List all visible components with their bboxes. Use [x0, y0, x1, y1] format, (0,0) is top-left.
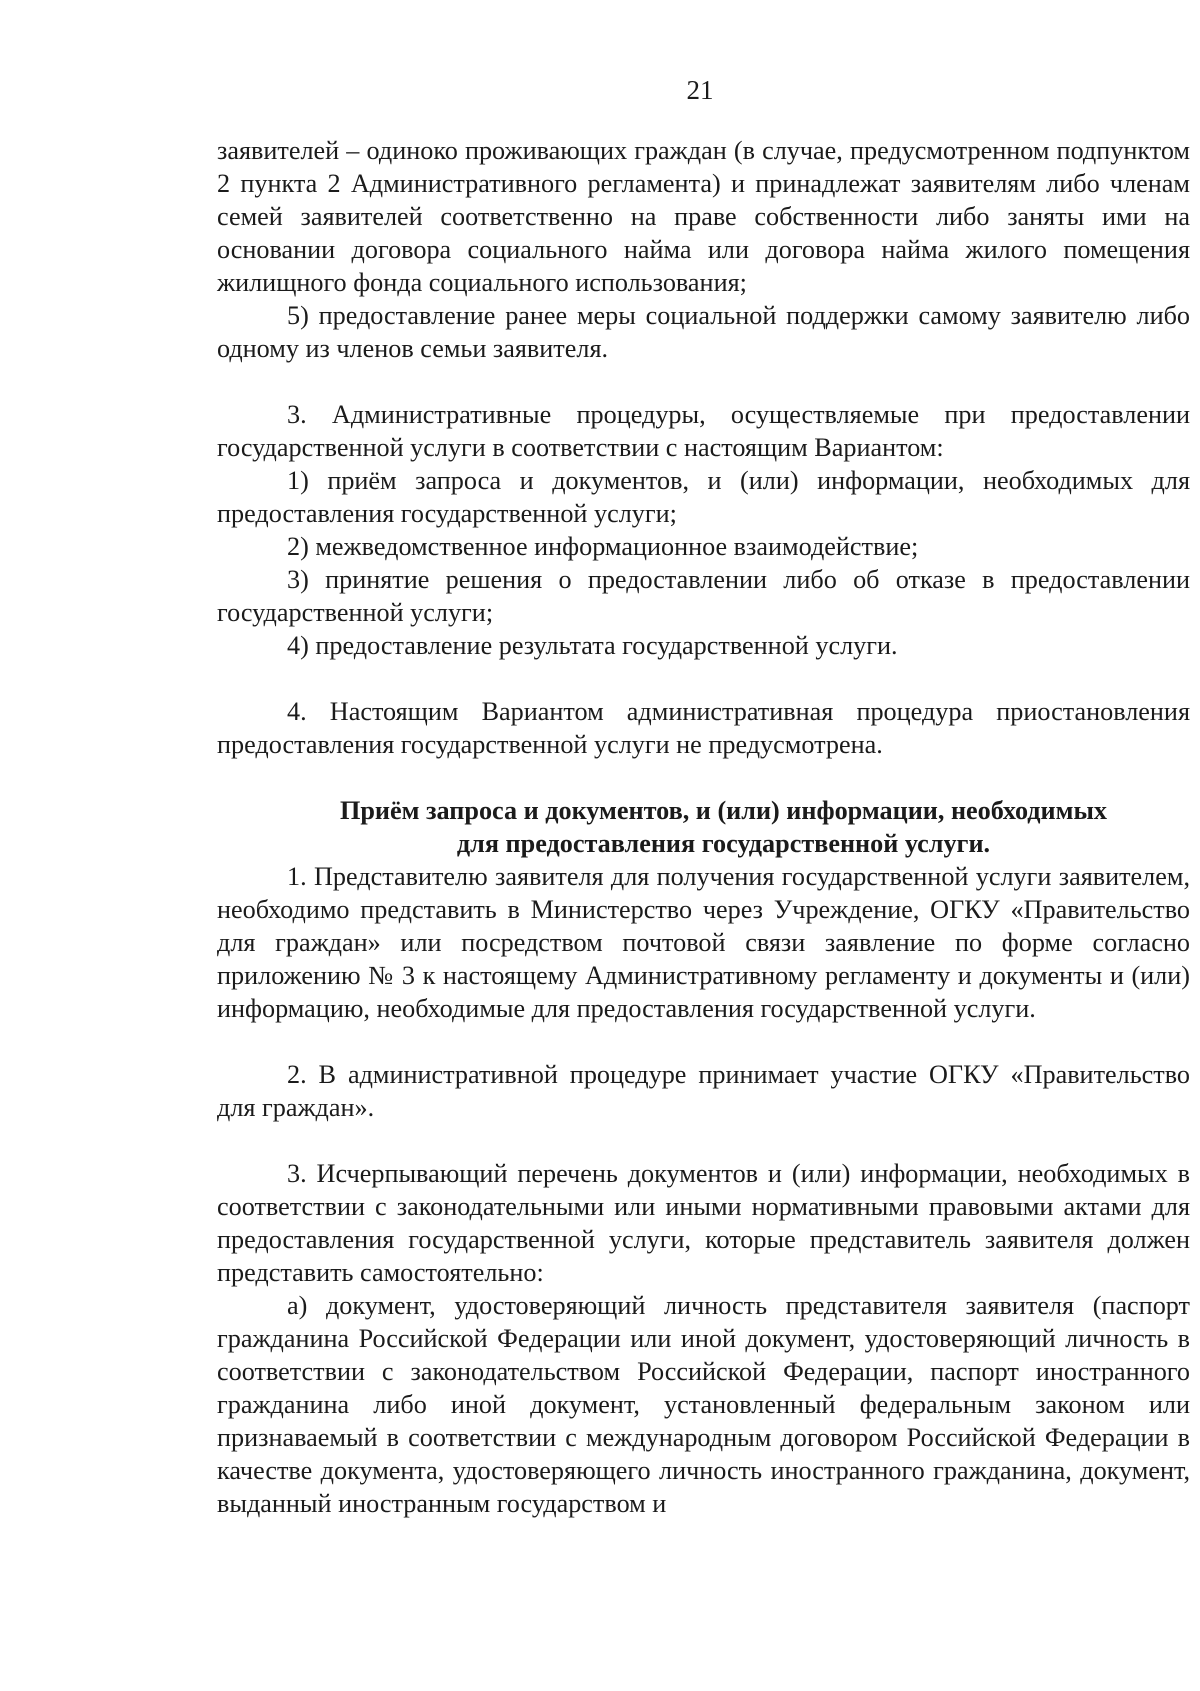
section-heading-line-1: Приём запроса и документов, и (или) информации, необходимых: [339, 796, 1108, 825]
paragraph-spacer: [217, 365, 1190, 398]
paragraph-section-4: 4. Настоящим Вариантом административная процедура приостановления предоставления государственной услуги не предусмотрена.: [217, 697, 1190, 759]
paragraph-point-3: 3. Исчерпывающий перечень документов и (или) информации, необходимых в соответствии с законодательными или иными нормативными правовыми актами для предоставления государственной услуги, которые представитель заявителя должен представить самостоятельно:: [217, 1159, 1190, 1287]
section-heading-line-2: для предоставления государственной услуги.: [456, 829, 991, 858]
document-body: [217, 134, 1190, 1520]
paragraph-item-5: 5) предоставление ранее меры социальной поддержки самому заявителю либо одному из членов семьи заявителя.: [217, 301, 1190, 363]
paragraph-section-3: 3. Административные процедуры, осуществляемые при предоставлении государственной услуги в соответствии с настоящим Вариантом:: [217, 400, 1190, 462]
paragraph-spacer: [217, 1025, 1190, 1058]
paragraph-subpoint-a: а) документ, удостоверяющий личность представителя заявителя (паспорт гражданина Российской Федерации или иной документ, удостоверяющий личность в соответствии с законодательством Российской Федерации, паспорт иностранного гражданина либо иной документ, установленный федеральным законом или признаваемый в соответствии с международным договором Российской Федерации в качестве документа, удостоверяющего личность иностранного гражданина, документ, выданный иностранным государством и: [217, 1291, 1190, 1518]
paragraph-spacer: [217, 1124, 1190, 1157]
page-number: 21: [686, 75, 714, 105]
paragraph-procedure-2: 2) межведомственное информационное взаимодействие;: [287, 532, 919, 561]
paragraph-point-2: 2. В административной процедуре принимает участие ОГКУ «Правительство для граждан».: [217, 1060, 1190, 1122]
paragraph-point-1: 1. Представителю заявителя для получения государственной услуги заявителем, необходимо представить в Министерство через Учреждение, ОГКУ «Правительство для граждан» или посредством почтовой связи заявление по форме согласно приложению № 3 к настоящему Административному регламенту и документы и (или) информацию, необходимые для предоставления государственной услуги.: [217, 862, 1190, 1023]
paragraph-continuation: заявителей – одиноко проживающих граждан (в случае, предусмотренном подпунктом 2 пункта 2 Административного регламента) и принадлежат заявителям либо членам семей заявителей соответственно на праве собственности либо заняты ими на основании договора социального найма или договора найма жилого помещения жилищного фонда социального использования;: [217, 136, 1190, 297]
paragraph-procedure-3: 3) принятие решения о предоставлении либо об отказе в предоставлении государственной услуги;: [217, 565, 1190, 627]
paragraph-spacer: [217, 761, 1190, 794]
paragraph-spacer: [217, 662, 1190, 695]
paragraph-procedure-4: 4) предоставление результата государственной услуги.: [287, 631, 898, 660]
paragraph-procedure-1: 1) приём запроса и документов, и (или) информации, необходимых для предоставления государственной услуги;: [217, 466, 1190, 528]
